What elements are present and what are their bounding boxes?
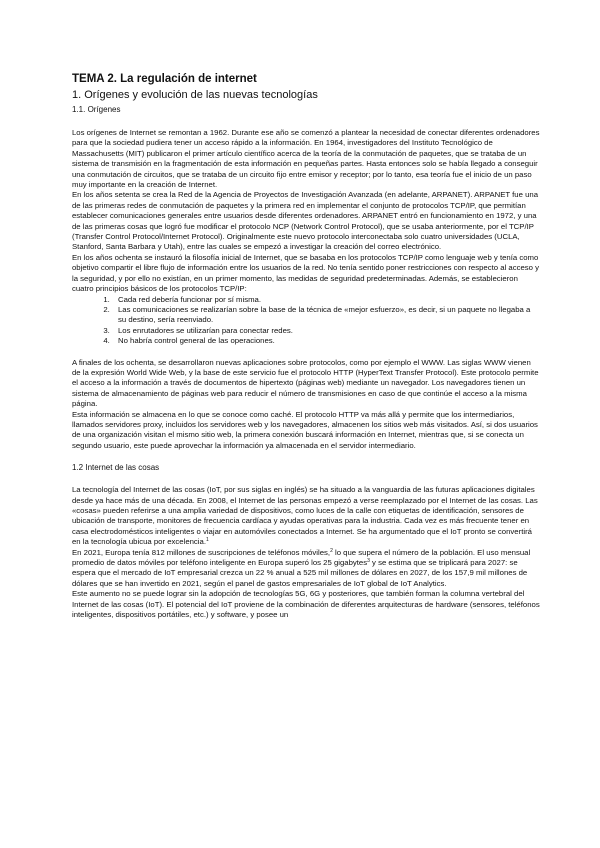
subsection-heading-origins: 1.1. Orígenes bbox=[72, 105, 121, 114]
paragraph: A finales de los ochenta, se desarrollaron nuevas aplicaciones sobre protocolos, como por ejemplo el WWW. Las siglas WWW vienen de la expresión World Wide Web, y la base de este servicio fue el protocolo HTTP (HyperText Transfer Protocol). Este protocolo permite el acceso a la información a través de documentos de hipertexto (páginas web) mediante un navegador. Los navegadores tienen un sistema de almacenamiento de páginas web para reducir el número de transmisiones en caso de que continúe el acceso a la misma página. bbox=[72, 357, 539, 409]
paragraph-text: lo que supera el número de la población. El uso mensual promedio de datos móviles por teléfono inteligente en Europa superó los 25 gigabytes bbox=[72, 547, 531, 568]
paragraph-text: La tecnología del Internet de las cosas (IoT, por sus siglas en inglés) se ha situado a la vanguardia de las futuras aplicaciones digitales desde ya hace más de una década. En 2008, el Internet de las personas empezó a verse reemplazado por el Internet de las cosas. Las «cosas» pueden referirse a una amplia variedad de dispositivos, como luces de la calle con etiquetas de identificación, sensores de ubicación de transporte, monitores de frecuencia cardíaca y ayudas operativas para la industria. Cada vez es más frecuente tener en casa electrodomésticos inteligentes o viajar en automóviles conectados a Internet. Se ha argumentado que el IoT pronto se convertirá en la tecnología ubicua por excelencia. bbox=[72, 485, 538, 547]
paragraph-text: En 2021, Europa tenía 812 millones de suscripciones de teléfonos móviles, bbox=[72, 547, 331, 557]
section-heading: 1. Orígenes y evolución de las nuevas tecnologías bbox=[72, 89, 318, 101]
paragraph bbox=[72, 485, 540, 547]
chapter-title: TEMA 2. La regulación de internet bbox=[72, 73, 257, 85]
subsection-heading-iot: 1.2 Internet de las cosas bbox=[72, 463, 160, 473]
list-item: 1. Cada red debería funcionar por sí misma. bbox=[112, 295, 540, 305]
list-item: 2. Las comunicaciones se realizarían sobre la base de la técnica de «mejor esfuerzo», es decir, si un paquete no llegaba a su destino, sería reenviado. bbox=[112, 305, 540, 326]
footnote-ref: 3 bbox=[367, 558, 370, 565]
principles-list bbox=[72, 295, 540, 347]
footnote-ref: 1 bbox=[206, 537, 209, 544]
paragraph: Esta información se almacena en lo que se conoce como caché. El protocolo HTTP va más allá y permite que los intermediarios, llamados servidores proxy, incluidos los servidores web y los navegadores, almacenen los sitios web más visitados. Así, si dos usuarios de una organización visitan el mismo sitio web, la primera conexión buscará información en Internet, mientras que, si se conecta un segundo usuario, este puede aprovechar la información ya almacenada en el servidor intermediario. bbox=[72, 409, 538, 450]
paragraph bbox=[72, 548, 540, 590]
paragraph: En los años ochenta se instauró la filosofía inicial de Internet, que se basaba en los protocolos TCP/IP como lenguaje web y tenía como objetivo compartir el libre flujo de información entre los usuarios de la red. No tenía sentido poner restricciones con respecto al acceso y la seguridad, y por ello no existían, en un primer momento, las medidas de seguridad predeterminadas. Además, se establecieron cuatro principios básicos de los protocolos TCP/IP: bbox=[72, 252, 539, 294]
paragraph-text: y se estima que se triplicará para 2027: se espera que el mercado de IoT empresarial crezca un 22 % anual a 525 mil millones de dólares en 2027, de los 157,9 mil millones de dólares que se han invertido en 2021, según el panel de gastos empresariales de IoT global de IoT Analytics. bbox=[72, 558, 528, 588]
paragraph: En los años setenta se crea la Red de la Agencia de Proyectos de Investigación Avanzada (en adelante, ARPANET). ARPANET fue una de las primeras redes de conmutación de paquetes y la primera red en implementar el conjunto de protocolos TCP/IP, que permitían establecer comunicaciones generales entre usuarios desde diferentes ordenadores. ARPANET entró en funcionamiento en 1972, y una de las primeras cosas que logró fue modificar el protocolo NCP (Network Control Protocol), que se usaba anteriormente, por el TCP/IP (Transfer Control Protocol/Internet Protocol). Originalmente este nuevo protocolo interconectaba solo cuatro universidades (UCLA, Stanford, Santa Barbara y Utah), entre las cuales se empezó a investigar la creación del correo electrónico. bbox=[72, 190, 539, 252]
list-item: 4. No habría control general de las operaciones. bbox=[112, 336, 540, 346]
paragraph: Los orígenes de Internet se remontan a 1962. Durante ese año se comenzó a plantear la necesidad de conectar diferentes ordenadores para que la sociedad pudiera tener un acceso rápido a la información. En 1964, investigadores del Instituto Tecnológico de Massachusetts (MIT) publicaron el primer artículo científico acerca de la teoría de la conmutación de paquetes, que se trataba de un sistema de transmisión en la fragmentación de esta información en pequeñas partes. Hasta entonces solo se había llegado a conseguir una conmutación de circuitos, que se trataba de un circuito fijo entre emisor y receptor; por lo tanto, esa teoría fue el inicio de un paso muy importante en la creación de Internet. bbox=[72, 128, 540, 190]
paragraph: Este aumento no se puede lograr sin la adopción de tecnologías 5G, 6G y posteriores, que también forman la columna vertebral del Internet de las cosas (IoT). El potencial del IoT proviene de la combinación de diferentes arquitecturas de hardware (sensores, teléfonos inteligentes, dispositivos portátiles, etc.) y software, y posee un bbox=[72, 589, 540, 620]
footnote-ref: 2 bbox=[330, 547, 333, 554]
list-item: 3. Los enrutadores se utilizarían para conectar redes. bbox=[112, 326, 540, 336]
